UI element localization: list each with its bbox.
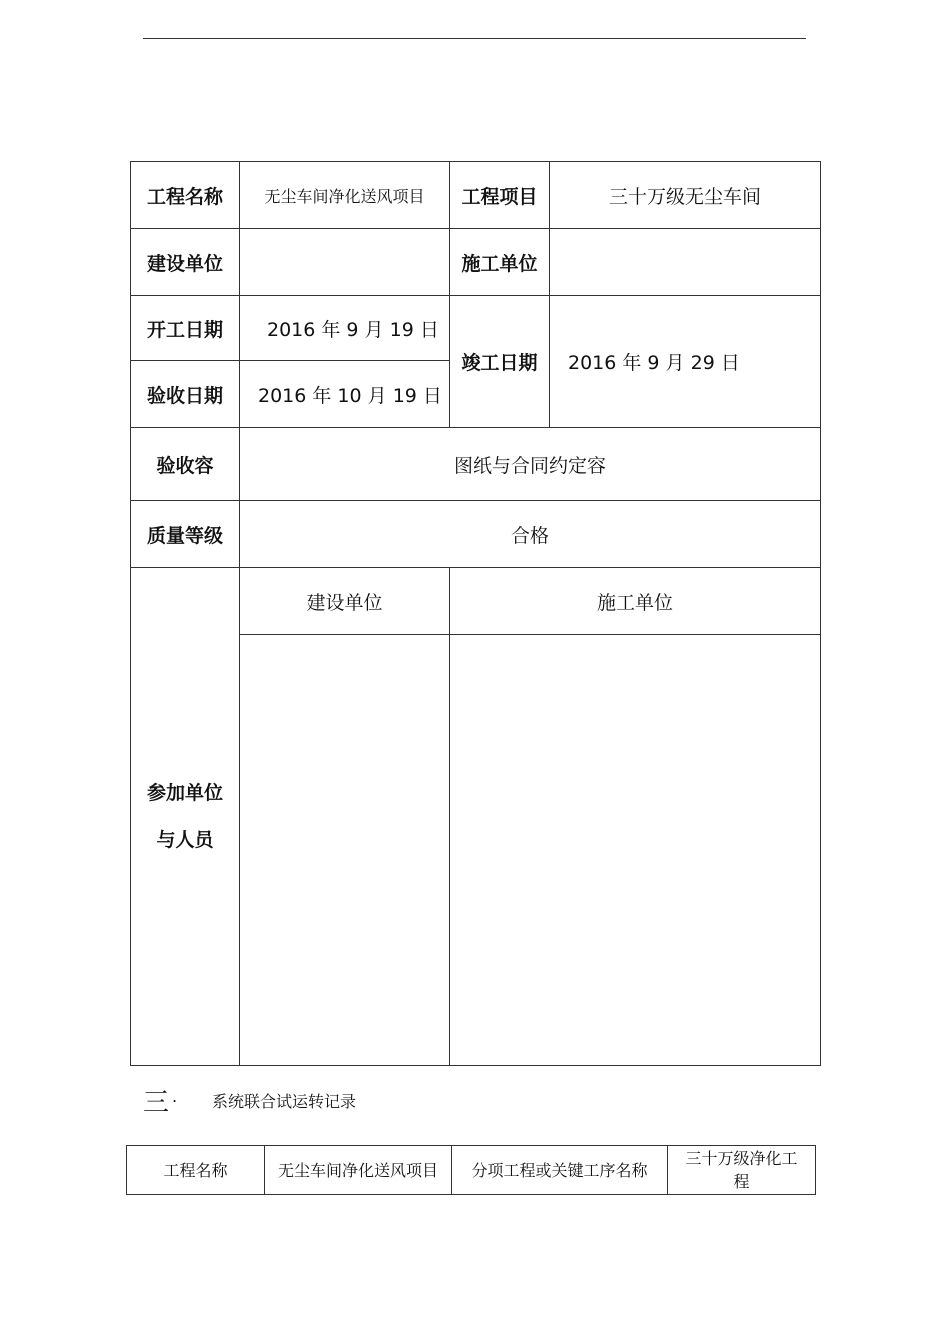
- section-number-dot: .: [172, 1087, 178, 1106]
- test-project-name-value: 无尘车间净化送风项目: [265, 1146, 452, 1195]
- quality-value: 合格: [240, 501, 821, 568]
- participants-label: [131, 568, 240, 1066]
- sub-item-value: [668, 1146, 816, 1195]
- participants-contractor-cell: [450, 635, 821, 1066]
- project-item-label: 工程项目: [450, 162, 550, 229]
- completion-date-value: 2016 年 9 月 29 日: [550, 296, 821, 428]
- project-name-value: 无尘车间净化送风项目: [240, 162, 450, 229]
- builder-value: [240, 229, 450, 296]
- start-date-value: 2016 年 9 月 19 日: [240, 296, 450, 361]
- header-rule: [143, 38, 806, 39]
- acceptance-content-value: 图纸与合同约定容: [240, 428, 821, 501]
- acceptance-date-label: 验收日期: [131, 361, 240, 428]
- participants-builder-cell: [240, 635, 450, 1066]
- test-run-table: [126, 1145, 816, 1195]
- participants-builder-header: 建设单位: [240, 568, 450, 635]
- participants-label-line1: 参加单位: [146, 781, 223, 804]
- participants-label-line2: 与人员: [156, 828, 214, 851]
- quality-label: 质量等级: [131, 501, 240, 568]
- section-title: 系统联合试运转记录: [212, 1092, 357, 1111]
- acceptance-table: [130, 161, 821, 1066]
- test-project-name-label: 工程名称: [127, 1146, 265, 1195]
- project-name-label: 工程名称: [131, 162, 240, 229]
- sub-item-value-line2: 程: [733, 1172, 750, 1191]
- start-date-label: 开工日期: [131, 296, 240, 361]
- acceptance-date-value: 2016 年 10 月 19 日: [240, 361, 450, 428]
- section-number: 三: [143, 1088, 170, 1118]
- sub-item-value-line1: 三十万级净化工: [685, 1149, 798, 1168]
- acceptance-content-label: 验收容: [131, 428, 240, 501]
- project-item-value: 三十万级无尘车间: [550, 162, 821, 229]
- sub-item-label: 分项工程或关键工序名称: [452, 1146, 668, 1195]
- contractor-value: [550, 229, 821, 296]
- contractor-label: 施工单位: [450, 229, 550, 296]
- builder-label: 建设单位: [131, 229, 240, 296]
- participants-contractor-header: 施工单位: [450, 568, 821, 635]
- completion-date-label: 竣工日期: [450, 296, 550, 428]
